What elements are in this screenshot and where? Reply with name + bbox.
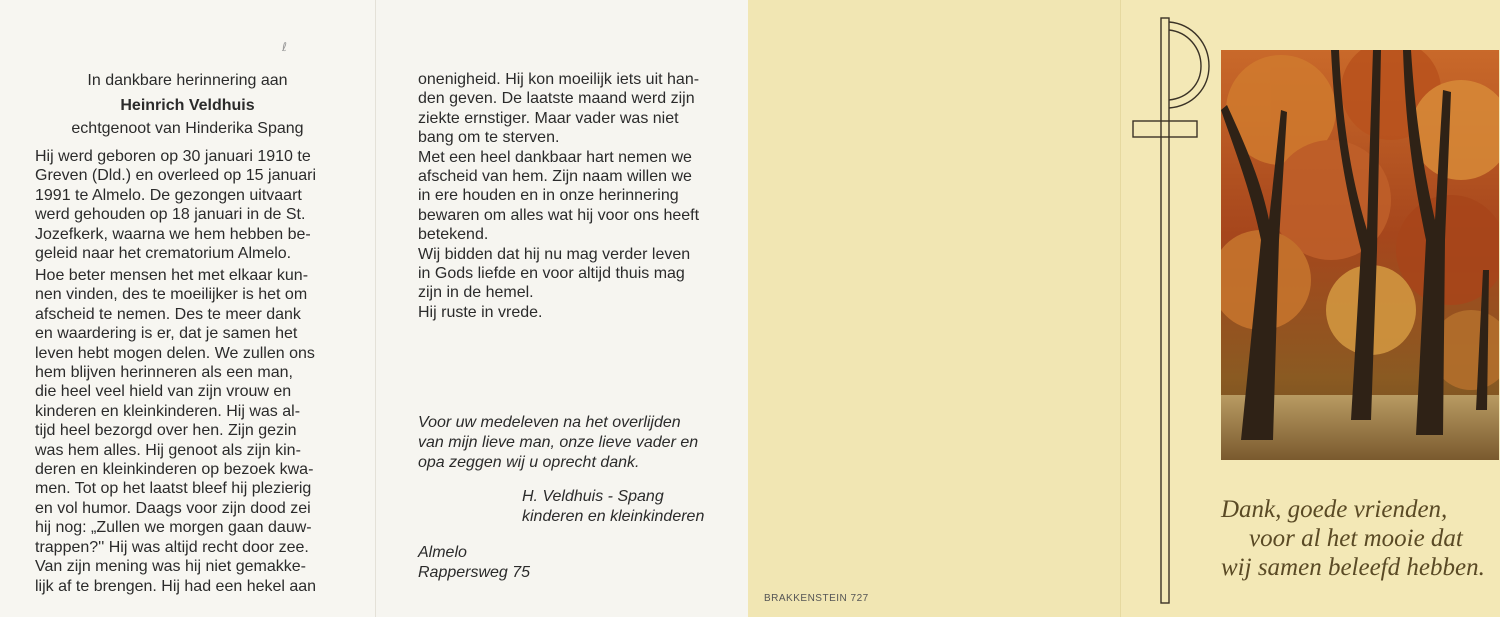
- text-line: Greven (Dld.) en overleed op 15 januari: [35, 167, 317, 185]
- text-line: Hoe beter mensen het met elkaar kun-: [35, 267, 309, 284]
- text-line: Hij ruste in vrede.: [418, 303, 543, 321]
- paragraph-birth-death: [35, 147, 316, 263]
- text-line: betekend.: [418, 226, 489, 244]
- card-panel-right: [1120, 0, 1500, 617]
- quote-line: Dank, goede vrienden,: [1221, 496, 1448, 523]
- family-signature: [522, 487, 704, 527]
- text-line: van mijn lieve man, onze lieve vader en: [418, 434, 699, 451]
- text-line: men. Tot op het laatst bleef hij plezierig: [35, 480, 312, 498]
- deceased-name: Heinrich Veldhuis: [120, 97, 255, 114]
- text-line: onenigheid. Hij kon moeilijk iets uit han-: [418, 71, 700, 88]
- card-panel-center-left: [375, 0, 749, 617]
- text-line: lijk af te brengen. Hij had een hekel aan: [35, 577, 317, 595]
- text-line: 1991 te Almelo. De gezongen uitvaart: [35, 186, 302, 204]
- text-line: was hem alles. Hij genoot als zijn kin-: [35, 441, 301, 459]
- text-line: bang om te sterven.: [418, 129, 560, 147]
- text-line: den geven. De laatste maand werd zijn: [418, 90, 695, 108]
- text-line: kinderen en kleinkinderen. Hij was al-: [35, 402, 301, 420]
- card-panel-left: [0, 0, 375, 617]
- publisher-code: BRAKKENSTEIN 727: [764, 593, 869, 604]
- text-line: Jozefkerk, waarna we hem hebben be-: [35, 225, 311, 243]
- text-line: Hij werd geboren op 30 januari 1910 te: [35, 148, 311, 165]
- text-line: Van zijn mening was hij niet gemakke-: [35, 558, 306, 576]
- address: [418, 543, 530, 583]
- text-line: die heel veel hield van zijn vrouw en: [35, 383, 292, 401]
- text-line: Voor uw medeleven na het overlijden: [418, 414, 681, 431]
- quote-line: voor al het mooie dat: [1249, 525, 1463, 552]
- spouse-line: echtgenoot van Hinderika Spang: [71, 120, 304, 137]
- text-line: in ere houden en in onze herinnering: [418, 187, 679, 205]
- pen-mark: ℓ: [282, 40, 287, 54]
- text-line: en waardering is er, dat je samen het: [35, 325, 298, 343]
- text-line: deren en kleinkinderen op bezoek kwa-: [35, 461, 314, 479]
- text-line: en vol humor. Daags voor zijn dood zei: [35, 499, 311, 517]
- paragraph-farewell: [418, 70, 699, 322]
- text-line: trappen?'' Hij was altijd recht door zee.: [35, 538, 309, 556]
- text-line: hem blijven herinneren als een man,: [35, 364, 293, 382]
- text-line: werd gehouden op 18 januari in de St.: [35, 206, 306, 224]
- text-line: bewaren om alles wat hij voor ons heeft: [418, 206, 700, 224]
- text-line: hij nog: „Zullen we morgen gaan dauw-: [35, 519, 312, 537]
- intro-line: In dankbare herinnering aan: [87, 72, 288, 89]
- text-line: zijn in de hemel.: [418, 284, 534, 302]
- text-line: Wij bidden dat hij nu mag verder leven: [418, 245, 691, 263]
- card-panel-center-right: [748, 0, 1120, 617]
- text-line: Met een heel dankbaar hart nemen we: [418, 148, 692, 166]
- text-line: nen vinden, des te moeilijker is het om: [35, 286, 308, 304]
- address-street: Rappersweg 75: [418, 564, 531, 581]
- address-city: Almelo: [418, 544, 467, 561]
- autumn-trees-photo: [1221, 50, 1499, 460]
- text-line: ziekte ernstiger. Maar vader was niet: [418, 109, 679, 127]
- text-line: geleid naar het crematorium Almelo.: [35, 245, 292, 263]
- thanks-text: [418, 413, 698, 473]
- quote-line: wij samen beleefd hebben.: [1221, 554, 1485, 581]
- text-line: afscheid te nemen. Des te meer dank: [35, 305, 301, 323]
- text-line: leven hebt mogen delen. We zullen ons: [35, 344, 315, 362]
- paragraph-remembrance: [35, 266, 316, 596]
- text-line: H. Veldhuis - Spang: [522, 488, 664, 505]
- text-line: tijd heel bezorgd over hen. Zijn gezin: [35, 422, 297, 440]
- text-line: in Gods liefde en voor altijd thuis mag: [418, 265, 685, 283]
- text-line: afscheid van hem. Zijn naam willen we: [418, 168, 692, 186]
- text-line: opa zeggen wij u oprecht dank.: [418, 454, 640, 471]
- text-line: kinderen en kleinkinderen: [522, 508, 705, 525]
